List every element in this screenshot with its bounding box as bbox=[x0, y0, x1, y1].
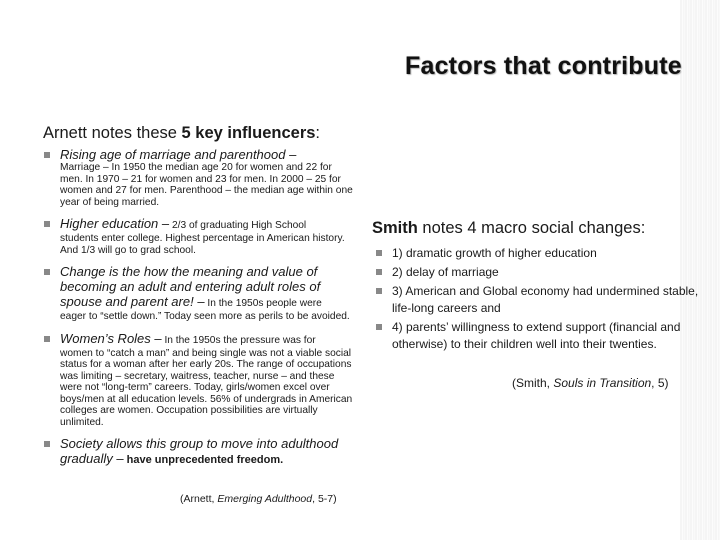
item-text: students enter college. Highest percentage in American history. And 1/3 will go to grad school. bbox=[60, 233, 345, 256]
smith-list bbox=[376, 245, 706, 355]
smith-heading-rest: notes 4 macro social changes: bbox=[417, 219, 646, 237]
bullet-icon bbox=[44, 221, 50, 227]
citation-title: Souls in Transition bbox=[553, 376, 652, 390]
item-bold-tail: have unprecedented freedom. bbox=[123, 454, 284, 466]
smith-name: Smith bbox=[372, 219, 418, 237]
list-item bbox=[44, 331, 354, 429]
citation-title: Emerging Adulthood bbox=[217, 493, 313, 505]
bullet-icon bbox=[44, 152, 50, 158]
arnett-heading-end: : bbox=[315, 124, 321, 142]
item-text: 3) American and Global economy had undermined stable, life-long careers and bbox=[392, 284, 699, 315]
smith-citation bbox=[512, 376, 669, 390]
arnett-heading-bold: 5 key influencers bbox=[181, 124, 316, 142]
list-item bbox=[376, 319, 706, 353]
arnett-list bbox=[44, 147, 354, 476]
citation-post: , 5) bbox=[651, 376, 669, 390]
item-text: 1) dramatic growth of higher education bbox=[392, 246, 597, 260]
arnett-heading-mid: notes these bbox=[87, 124, 182, 142]
list-item bbox=[44, 147, 354, 208]
item-lead-tail: In the 1950s the pressure was for bbox=[161, 334, 316, 346]
bullet-icon bbox=[376, 250, 382, 256]
citation-pre: (Smith, bbox=[512, 376, 554, 390]
item-lead: Rising age of marriage and parenthood – bbox=[60, 147, 297, 162]
smith-heading bbox=[372, 219, 645, 238]
item-text: women to “catch a man” and being single was not a viable social status for a woman after her early 20s. The range of occupations was limiting – secretary, waitress, teacher, nurse – and these were not “long-term” careers. Today, girls/women excel over boys/men at all education levels. 56% of undergrads in American colleges are women. Occupation possibilities are virtually unlimited. bbox=[60, 347, 353, 428]
citation-pre: (Arnett, bbox=[180, 493, 218, 505]
item-lead-tail: In the 1950s people were bbox=[204, 298, 322, 309]
item-text: eager to “settle down.” Today seen more as perils to be avoided. bbox=[60, 311, 350, 322]
arnett-heading bbox=[43, 124, 320, 143]
item-text: 4) parents’ willingness to extend support (financial and otherwise) to their children well into their twenties. bbox=[392, 320, 681, 351]
list-item bbox=[44, 216, 354, 256]
slide-title: Factors that contribute bbox=[405, 52, 682, 80]
item-lead-tail: 2/3 of graduating High School bbox=[169, 220, 307, 231]
item-lead: Women’s Roles – bbox=[60, 330, 162, 346]
arnett-citation bbox=[180, 493, 337, 505]
bullet-icon bbox=[44, 336, 50, 342]
bullet-icon bbox=[44, 441, 50, 447]
item-lead: Change is the how the meaning and value of becoming an adult and entering adult roles of spouse and parent are! – bbox=[60, 264, 321, 309]
item-lead: Higher education – bbox=[60, 216, 170, 231]
list-item bbox=[376, 283, 706, 317]
bullet-icon bbox=[376, 324, 382, 330]
item-lead: Society allows this group to move into adulthood gradually – bbox=[60, 436, 339, 466]
arnett-name: Arnett bbox=[43, 124, 88, 142]
list-item bbox=[44, 264, 354, 323]
bullet-icon bbox=[44, 269, 50, 275]
item-text: Marriage – In 1950 the median age 20 for women and 22 for men. In 1970 – 21 for women and 23 for men. In 2000 – 25 for women and 27 for men. Parenthood – the median age within one year of being married. bbox=[60, 162, 353, 208]
list-item bbox=[376, 264, 706, 281]
item-text: 2) delay of marriage bbox=[392, 265, 499, 279]
list-item bbox=[44, 436, 354, 468]
bullet-icon bbox=[376, 269, 382, 275]
citation-post: , 5-7) bbox=[312, 493, 337, 505]
bullet-icon bbox=[376, 288, 382, 294]
list-item bbox=[376, 245, 706, 262]
